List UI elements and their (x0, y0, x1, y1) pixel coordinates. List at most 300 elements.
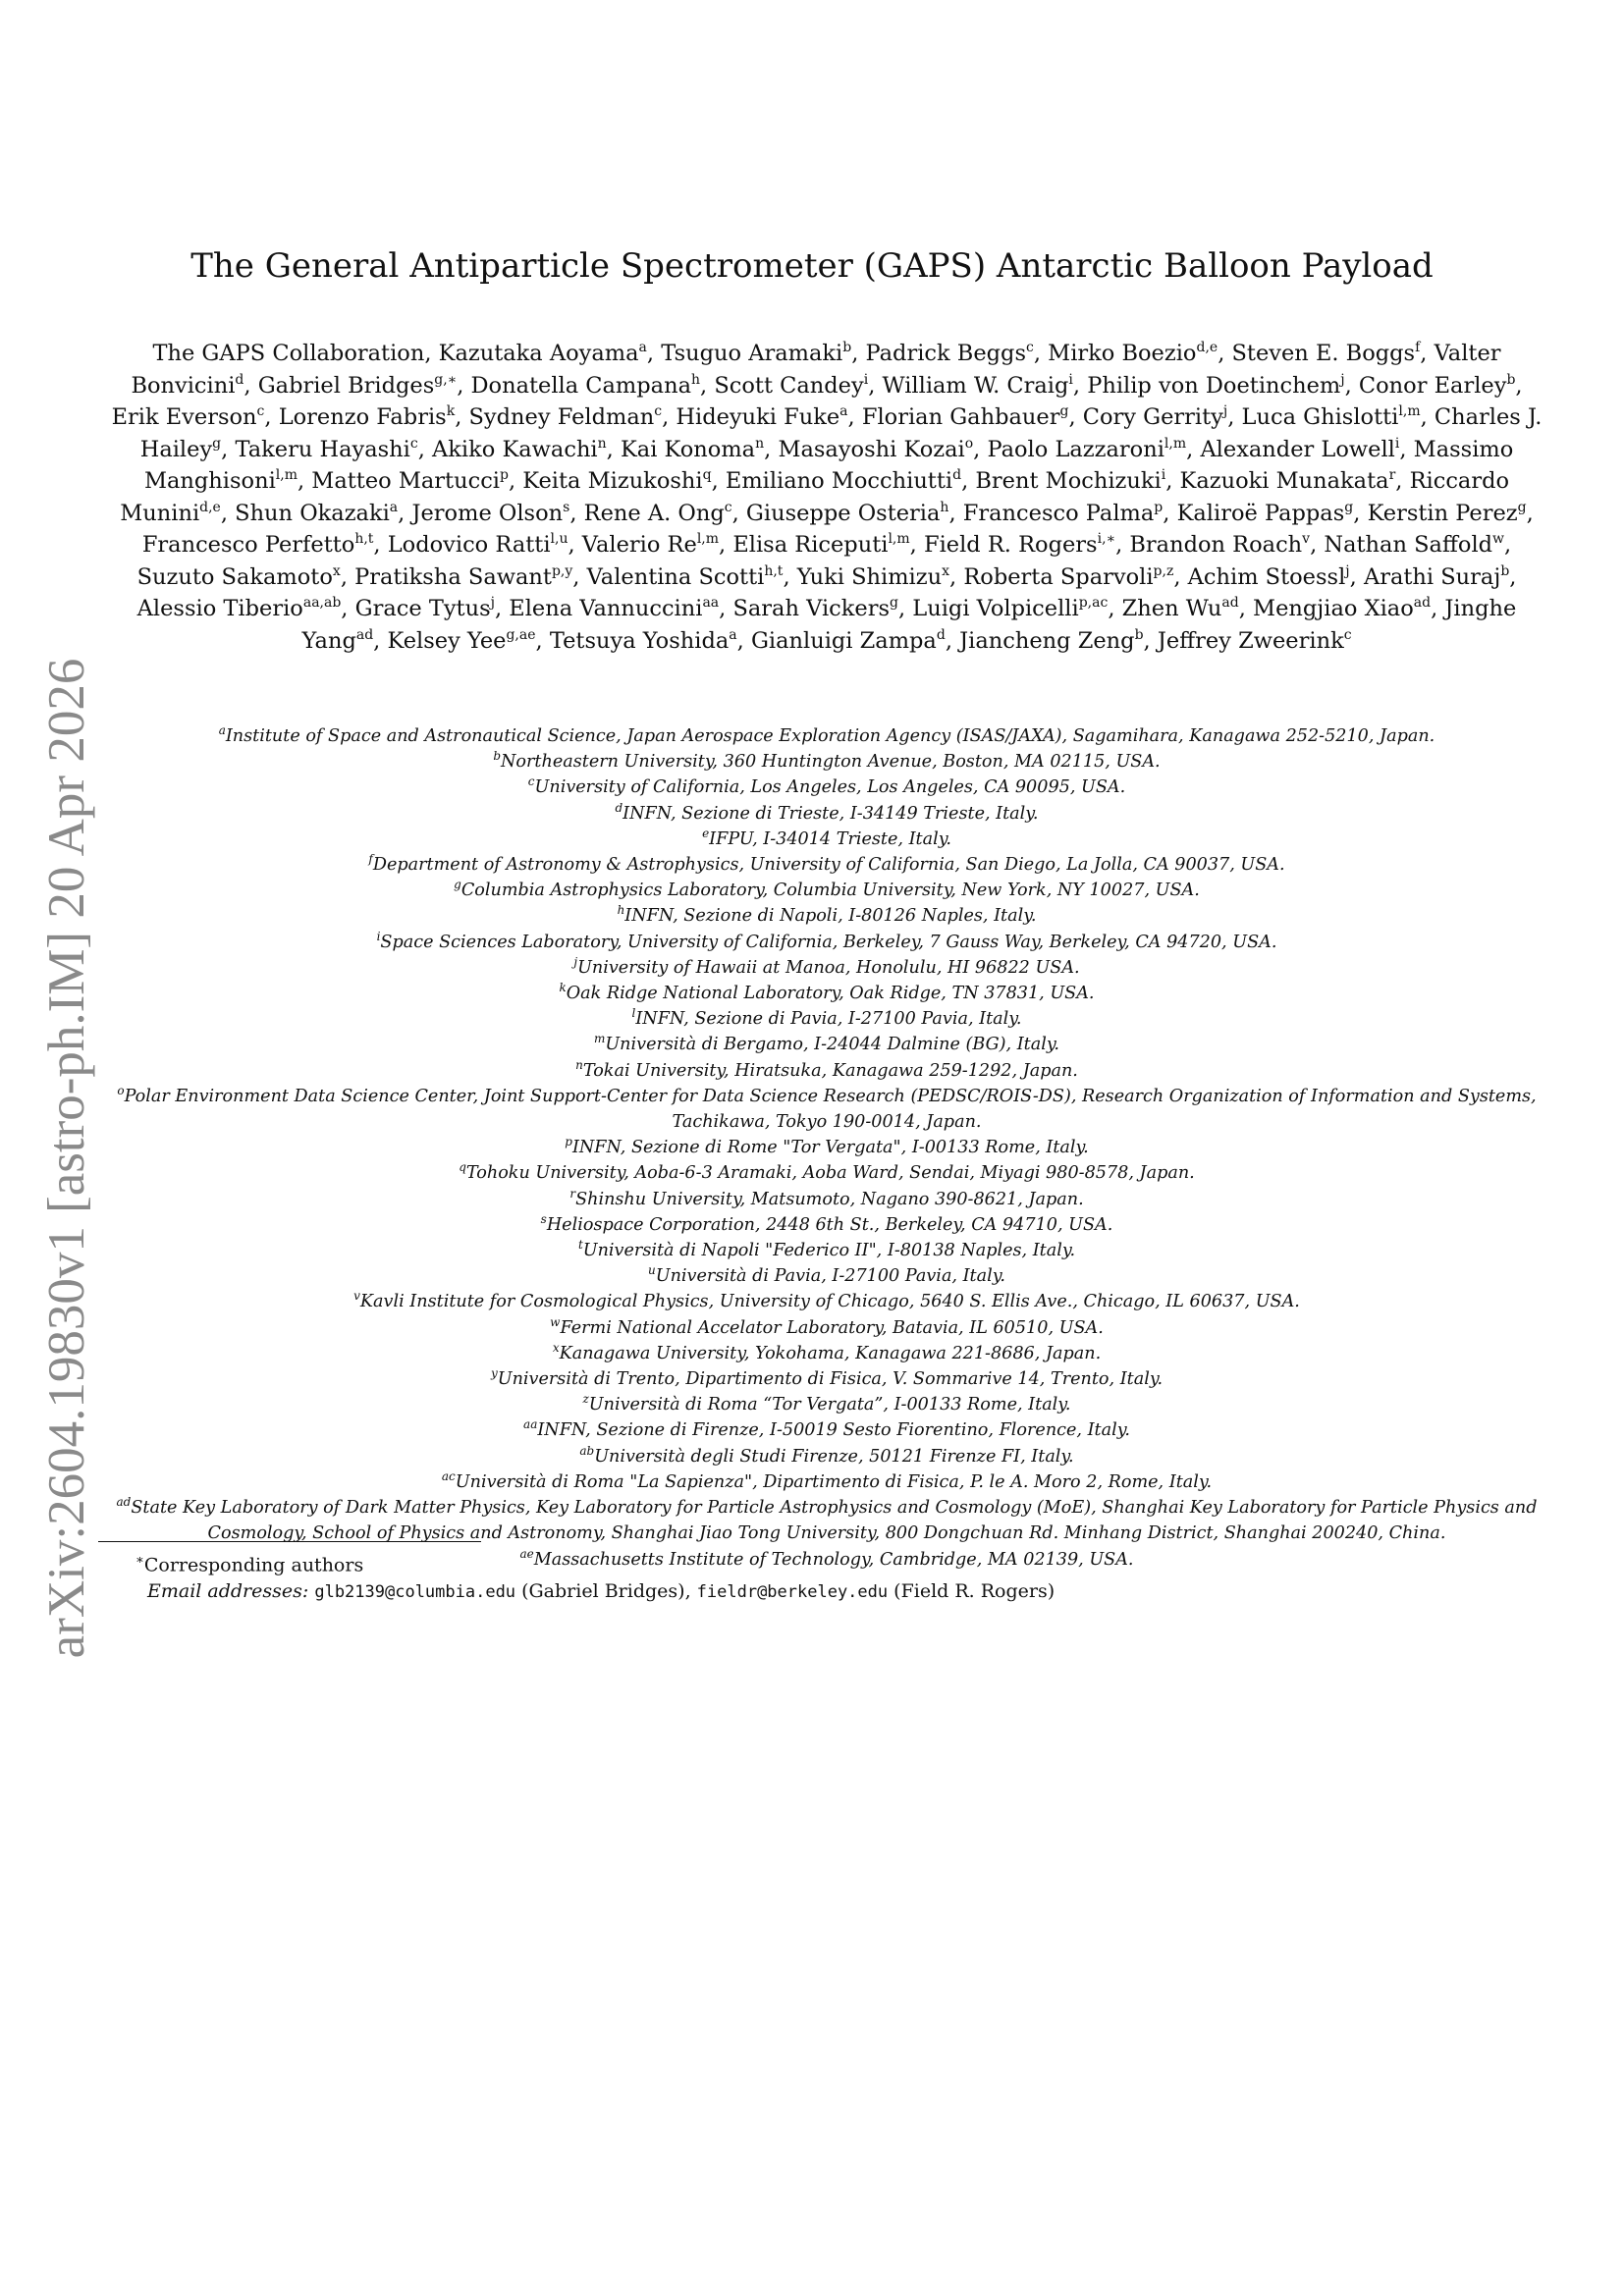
footnote-rule (98, 1541, 481, 1542)
author-affiliation-mark: p,ac (1078, 595, 1109, 611)
author-name: Gianluigi Zampa (750, 627, 937, 654)
author-affiliation-mark: g,ae (506, 626, 536, 643)
affiliation (110, 878, 1543, 903)
paper-title: The General Antiparticle Spectrometer (GAPS) Antarctic Balloon Payload (190, 246, 1434, 286)
affiliation (110, 1006, 1543, 1032)
affiliation-key: l (631, 1006, 636, 1021)
affiliation (110, 1392, 1543, 1417)
author-affiliation-mark: d (952, 467, 962, 483)
affiliation-text: Heliospace Corporation, 2448 6th St., Berkeley, CA 94710, USA. (546, 1214, 1113, 1235)
affiliation-text: Università di Roma “Tor Vergata”, I-00133 Rome, Italy. (588, 1395, 1071, 1415)
author-name: Philip von Doetinchem (1087, 372, 1341, 399)
author-affiliation-mark: j (490, 595, 495, 611)
author-name: Kelsey Yee (387, 627, 507, 654)
author (509, 596, 719, 621)
affiliation-key: y (490, 1366, 498, 1381)
author-affiliation-mark: l,m (888, 531, 910, 547)
affiliation (110, 1187, 1543, 1212)
affiliation-text: Space Sciences Laboratory, University of California, Berkeley, 7 Gauss Way, Berkeley, CA 94720, USA. (380, 932, 1277, 952)
author-affiliation-mark: ad (1413, 595, 1432, 611)
affiliation (110, 749, 1543, 774)
affiliation-text: Università degli Studi Firenze, 50121 Firenze FI, Italy. (594, 1446, 1074, 1467)
affiliation-text: Tohoku University, Aoba-6-3 Aramaki, Aoba Ward, Sendai, Miyagi 980-8578, Japan. (465, 1163, 1195, 1184)
author-name: Tetsuya Yoshida (549, 627, 730, 654)
author (355, 596, 495, 621)
author-name: Luigi Volpicelli (912, 596, 1079, 621)
author (1180, 468, 1396, 494)
affiliation-text: Northeastern University, 360 Huntington Avenue, Boston, MA 02115, USA. (501, 752, 1161, 773)
author (751, 628, 946, 654)
affiliation-text: Fermi National Accelator Laboratory, Batavia, IL 60510, USA. (560, 1317, 1104, 1338)
author-affiliation-mark: a (389, 499, 399, 515)
author-name: Padrick Beggs (865, 341, 1026, 366)
author-name: Achim Stoessl (1187, 563, 1346, 590)
author (732, 596, 898, 621)
author-affiliation-mark: b (1134, 626, 1144, 643)
author-affiliation-mark: n (755, 435, 765, 452)
author-name: Kazutaka Aoyama (438, 341, 639, 366)
affiliation (110, 1417, 1543, 1443)
author (1048, 341, 1218, 366)
author-affiliation-mark: ad (1221, 595, 1239, 611)
author-name: Kerstin Perez (1367, 500, 1518, 526)
author-name: Mirko Boezio (1048, 341, 1197, 366)
affiliation-text: University of Hawaii at Manoa, Honolulu, HI 96822 USA. (577, 957, 1080, 978)
author-name: Donatella Campana (470, 372, 691, 399)
corresponding-text: Corresponding authors (143, 1554, 364, 1576)
author-name: Shun Okazaki (235, 500, 390, 526)
author-name: Matteo Martucci (311, 468, 500, 494)
author-affiliation-mark: g (212, 435, 222, 452)
affiliation-key: b (493, 749, 502, 764)
author (1188, 564, 1350, 590)
author-affiliation-mark: p (500, 467, 509, 483)
author-name: Elisa Riceputi (732, 532, 889, 558)
author-name: Tsuguo Aramaki (661, 341, 843, 366)
affiliation-text: Columbia Astrophysics Laboratory, Columbia University, New York, NY 10027, USA. (460, 881, 1200, 901)
author-affiliation-mark: aa (702, 595, 720, 611)
author-name: Conor Earley (1358, 372, 1507, 399)
affiliation (110, 1289, 1543, 1314)
author (1129, 532, 1310, 558)
affiliation-text: Tokai University, Hiratsuka, Kanagawa 259-1292, Japan. (582, 1060, 1078, 1081)
affiliation-key: e (702, 826, 710, 840)
author (258, 373, 458, 399)
affiliation (110, 1366, 1543, 1392)
author-name: Sarah Vickers (732, 596, 890, 621)
affiliation-text: INFN, Sezione di Trieste, I-34149 Trieste, Italy. (623, 803, 1039, 824)
author-affiliation-mark: h,t (764, 562, 784, 579)
corresponding-footnote (98, 1547, 1532, 1578)
author (522, 468, 711, 494)
author-name: Scott Candey (714, 372, 864, 399)
author-name: Sydney Feldman (468, 404, 655, 430)
corresponding-mark: ∗ (135, 1553, 144, 1568)
author-name: Nathan Saffold (1324, 532, 1493, 558)
affiliation (110, 1495, 1543, 1546)
author-affiliation-mark: l,m (696, 531, 720, 547)
affiliation (110, 827, 1543, 852)
affiliation-text: Università di Roma "La Sapienza", Dipartimento di Fisica, P. le A. Moro 2, Rome, Italy. (455, 1471, 1213, 1492)
affiliation-text: Institute of Space and Astronautical Science, Japan Aerospace Exploration Agency (ISAS/JAXA), Sagamihara, Kanagawa 252-5210, Japan. (225, 726, 1435, 746)
affiliation-text: Università di Trento, Dipartimento di Fisica, V. Sommarive 14, Trento, Italy. (497, 1369, 1164, 1390)
affiliation-key: p (565, 1135, 572, 1149)
affiliation-list (110, 723, 1543, 1576)
author-name: Alessio Tiberio (136, 596, 303, 621)
author (1122, 596, 1239, 621)
author (112, 404, 265, 430)
affiliation-key: q (459, 1160, 466, 1175)
author-name: Masayoshi Kozai (778, 436, 965, 462)
email-link[interactable]: fieldr@berkeley.edu (696, 1582, 889, 1603)
author-affiliation-mark: d,e (199, 499, 221, 515)
author-name: Suzuto Sakamoto (136, 563, 333, 590)
affiliation (110, 955, 1543, 981)
affiliation-key: ac (441, 1468, 456, 1483)
author-list: The GAPS Collaboration, Kazutaka Aoyama$^a$, Tsuguo Aramaki$^b$, Padrick Beggs$^c$, Mirko Boezio$^{d,e}$, Steven E. Boggs$^f$, Valter Bonvicini$^d$, Gabriel Bridges$^{g,∗}$, Donatella Campana$^h$, Scott Candey$^i$, William W. Craig$^i$, Philip von Doetinchem$^j$, Conor Earley$^b$, Erik Everson$^c$, Lorenzo Fabris$^k$, Sydney Feldman$^c$, Hideyuki Fuke$^a$, Florian Gahbauer$^g$, Cory Gerrity$^j$, Luca Ghislotti$^{l,m}$, Charles J. Hailey$^g$, Takeru Hayashi$^c$, Akiko Kawachi$^n$, Kai Konoma$^n$, Masayoshi Kozai$^o$, Paolo Lazzaroni$^{l,m}$, Alexander Lowell$^i$, Massimo Manghisoni$^{l,m}$, Matteo Martucci$^p$, Keita Mizukoshi$^q$, Emiliano Mocchiutti$^d$, Brent Mochizuki$^i$, Kazuoki Munakata$^r$, Riccardo Munini$^{d,e}$, Shun Okazaki$^a$, Jerome Olson$^s$, Rene A. Ong$^c$, Giuseppe Osteria$^h$, Francesco Palma$^p$, Kaliroë Pappas$^g$, Kerstin Perez$^g$, Francesco Perfetto$^{h,t}$, Lodovico Ratti$^{l,u}$, Valerio Re$^{l,m}$, Elisa Riceputi$^{l,m}$, Field R. Rogers$^{i,∗}$, Brandon Roach$^v$, Nathan Saffold$^w$, Suzuto Sakamoto$^x$, Pratiksha Sawant$^{p,y}$, Valentina Scotti$^{h,t}$, Yuki Shimizu$^x$, Roberta Sparvoli$^{p,z}$, Achim Stoessl$^j$, Arathi Suraj$^b$, Alessio Tiberio$^{aa,ab}$, Grace Tytus$^j$, Elena Vannuccini$^{aa}$, Sarah Vickers$^g$, Luigi Volpicelli$^{p,ac}$, Zhen $Wu^{ad}$, Mengjiao Xiao$^{ad}$, Jinghe Yang$^{ad}$, Kelsey Yee$^{g,ae}$, Tetsuya Yoshida$^a$, Gianluigi Zampa$^d$, Jiancheng Zeng$^b$, Jeffrey Zweerink$^c$ (111, 340, 1543, 654)
author-name: Jiancheng Zeng (959, 627, 1135, 654)
affiliation-key: z (582, 1392, 589, 1407)
author (1177, 501, 1354, 526)
author-name: Pratiksha Sawant (354, 563, 552, 590)
affiliation (110, 1341, 1543, 1366)
author-affiliation-mark: a (729, 626, 737, 643)
author-name: Brandon Roach (1129, 532, 1303, 558)
affiliation (110, 1032, 1543, 1057)
author (862, 404, 1069, 430)
email-owner: (Field R. Rogers) (893, 1580, 1056, 1603)
affiliation-text: Shinshu University, Matsumoto, Nagano 390-8621, Japan. (575, 1189, 1084, 1209)
author (1232, 341, 1421, 366)
affiliation-key: s (540, 1211, 547, 1226)
author (746, 501, 949, 526)
author (661, 341, 851, 366)
author-name: Kai Konoma (620, 436, 756, 462)
author-name: Field R. Rogers (923, 532, 1098, 558)
author-name: Francesco Perfetto (141, 532, 355, 558)
author-name: Jinghe Yang (301, 596, 1517, 654)
affiliation (110, 1135, 1543, 1160)
author-affiliation-mark: i,∗ (1097, 531, 1116, 547)
affiliation-key: d (615, 800, 623, 815)
affiliation-text: Department of Astronomy & Astrophysics, University of California, San Diego, La Jolla, CA 90037, USA. (372, 855, 1285, 876)
author-affiliation-mark: p,y (551, 562, 573, 579)
affiliation (110, 1058, 1543, 1084)
author (732, 532, 909, 558)
affiliation-key: j (573, 954, 578, 969)
affiliation (110, 1263, 1543, 1289)
author-name: Francesco Palma (962, 500, 1155, 526)
author-name: Yuki Shimizu (796, 563, 943, 590)
affiliation-text: INFN, Sezione di Firenze, I-50019 Sesto Fiorentino, Florence, Italy. (537, 1420, 1130, 1441)
author-name: Brent Mochizuki (975, 468, 1162, 494)
affiliation-text: INFN, Sezione di Pavia, I-27100 Pavia, Italy. (635, 1009, 1022, 1030)
author-name: Gabriel Bridges (257, 372, 435, 399)
affiliation-text: Polar Environment Data Science Center, Joint Support-Center for Data Science Research (PEDSC/ROIS-DS), Research Organization of Information and Systems, Tachikawa, Tokyo 190-0014, Japan. (124, 1086, 1537, 1133)
author (354, 564, 572, 590)
affiliation (110, 930, 1543, 955)
author-name: Lodovico Ratti (387, 532, 551, 558)
author-name: Paolo Lazzaroni (987, 436, 1164, 462)
author-affiliation-mark: g (890, 595, 898, 611)
author-affiliation-mark: j (1345, 562, 1350, 579)
email-footnote (98, 1578, 1532, 1606)
affiliation-text: Università di Bergamo, I-24044 Dalmine (BG), Italy. (605, 1035, 1060, 1055)
author-affiliation-mark: aa,ab (302, 595, 342, 611)
affiliation (110, 1212, 1543, 1238)
author (584, 501, 732, 526)
affiliation (110, 1160, 1543, 1186)
author-affiliation-mark: a (638, 340, 647, 355)
author-affiliation-mark: v (1302, 531, 1311, 547)
author (1083, 404, 1227, 430)
author-affiliation-mark: g (1344, 499, 1354, 515)
author-affiliation-mark: i (1068, 371, 1073, 388)
author-affiliation-mark: a (839, 403, 848, 419)
author-name: Valerio Re (581, 532, 697, 558)
author-name: Mengjiao Xiao (1253, 596, 1414, 621)
author (987, 437, 1186, 462)
author (883, 373, 1073, 399)
author-name: Emiliano Mocchiutti (725, 468, 953, 494)
author-name: Cory Gerrity (1082, 404, 1223, 430)
affiliation-text: University of California, Los Angeles, Los Angeles, CA 90095, USA. (534, 777, 1126, 798)
author-affiliation-mark: l,u (550, 531, 568, 547)
author-name: Erik Everson (111, 404, 257, 430)
affiliation (110, 1084, 1543, 1135)
author-name: Massimo Manghisoni (143, 436, 1514, 494)
author (471, 373, 701, 399)
author-affiliation-mark: g (1059, 403, 1069, 419)
author (975, 468, 1165, 494)
author-name: Hideyuki Fuke (676, 404, 840, 430)
affiliation-key: t (577, 1238, 583, 1253)
affiliation-text: INFN, Sezione di Napoli, I-80126 Naples, Italy. (624, 906, 1037, 927)
affiliation (110, 852, 1543, 878)
author-affiliation-mark: l,m (1398, 403, 1421, 419)
affiliation-key: o (117, 1083, 125, 1097)
author (1200, 437, 1399, 462)
author (866, 341, 1034, 366)
author-affiliation-mark: o (964, 435, 974, 452)
affiliation-text: IFPU, I-34014 Trieste, Italy. (709, 828, 951, 849)
author-name: Riccardo Munini (120, 468, 1510, 526)
author-name: Valentina Scotti (586, 563, 765, 590)
author-affiliation-mark: j (1340, 371, 1345, 388)
author-affiliation-mark: s (563, 499, 570, 515)
author-affiliation-mark: r (1388, 467, 1396, 483)
author-affiliation-mark: h (940, 499, 949, 515)
affiliation-text: Kanagawa University, Yokohama, Kanagawa 221-8686, Japan. (559, 1343, 1102, 1363)
affiliation-text: Kavli Institute for Cosmological Physics, University of Chicago, 5640 S. Ellis Ave., Chicago, IL 60637, USA. (359, 1292, 1300, 1312)
author (582, 532, 719, 558)
affiliation-key: h (617, 903, 625, 918)
author-affiliation-mark: i (1161, 467, 1166, 483)
author-affiliation-mark: d (936, 626, 946, 643)
author (1364, 564, 1509, 590)
author (778, 437, 973, 462)
author-name: Jerome Olson (411, 500, 564, 526)
author-name: Roberta Sparvoli (963, 563, 1154, 590)
affiliation-key: g (454, 878, 461, 892)
author (235, 501, 398, 526)
author-name: Alexander Lowell (1200, 436, 1395, 462)
author (1359, 373, 1516, 399)
affiliation (110, 903, 1543, 929)
author (411, 501, 569, 526)
author-name: Keita Mizukoshi (522, 468, 703, 494)
author-name: Kaliroë Pappas (1176, 500, 1345, 526)
affiliation (110, 801, 1543, 827)
author (797, 564, 949, 590)
affiliation-key: r (569, 1186, 576, 1201)
author-name: Kazuoki Munakata (1179, 468, 1389, 494)
author-name: Lorenzo Fabris (278, 404, 447, 430)
author-name: Akiko Kawachi (432, 436, 598, 462)
author-name: Valter Bonvicini (131, 341, 1501, 399)
affiliation-key: v (353, 1289, 360, 1304)
author (963, 501, 1164, 526)
affiliation (110, 774, 1543, 800)
author (152, 341, 424, 366)
affiliation-key: a (218, 723, 226, 737)
affiliation-key: i (376, 929, 381, 943)
author-affiliation-mark: i (863, 371, 869, 388)
affiliation-key: ab (579, 1443, 595, 1458)
author (1368, 501, 1527, 526)
affiliation-key: ae (519, 1546, 534, 1561)
author-affiliation-mark: c (256, 403, 265, 419)
author-name: Charles J. Hailey (139, 404, 1543, 462)
author (963, 564, 1173, 590)
affiliation (110, 1469, 1543, 1495)
author-name: Arathi Suraj (1363, 563, 1501, 590)
author-affiliation-mark: g,∗ (434, 371, 458, 388)
affiliation-key: m (593, 1032, 606, 1046)
author-affiliation-mark: l,m (275, 467, 298, 483)
author-affiliation-mark: c (654, 403, 663, 419)
author-affiliation-mark: c (724, 499, 732, 515)
author (1324, 532, 1504, 558)
author-affiliation-mark: i (1394, 435, 1400, 452)
affiliation (110, 1238, 1543, 1263)
author-affiliation-mark: g (1517, 499, 1527, 515)
affiliation-key: c (527, 774, 535, 789)
affiliation-key: ad (116, 1495, 132, 1510)
author-name: Florian Gahbauer (861, 404, 1060, 430)
author-name: Jeffrey Zweerink (1157, 627, 1344, 654)
author-name: Takeru Hayashi (235, 436, 410, 462)
author (311, 468, 509, 494)
author-affiliation-mark: h (691, 371, 701, 388)
author (137, 596, 342, 621)
affiliation-key: n (575, 1057, 583, 1072)
author-affiliation-mark: c (409, 435, 418, 452)
author-affiliation-mark: x (942, 562, 950, 579)
author-affiliation-mark: d (235, 371, 244, 388)
author-affiliation-mark: p (1154, 499, 1164, 515)
author-name: Giuseppe Osteria (745, 500, 941, 526)
author-affiliation-mark: k (446, 403, 456, 419)
author-affiliation-mark: f (1415, 340, 1421, 355)
author (279, 404, 456, 430)
author-affiliation-mark: ad (355, 626, 374, 643)
affiliation (110, 723, 1543, 749)
affiliation-text: Università di Napoli "Federico II", I-80138 Naples, Italy. (582, 1241, 1076, 1261)
author (142, 532, 374, 558)
author-name: Luca Ghislotti (1241, 404, 1399, 430)
author-name: Steven E. Boggs (1231, 341, 1416, 366)
author (959, 628, 1143, 654)
author-affiliation-mark: b (842, 340, 852, 355)
footnotes (98, 1547, 1532, 1606)
affiliation (110, 1315, 1543, 1341)
affiliation (110, 1444, 1543, 1469)
affiliation-text: INFN, Sezione di Rome "Tor Vergata", I-00133 Rome, Italy. (571, 1138, 1089, 1158)
author-affiliation-mark: j (1222, 403, 1228, 419)
author (137, 564, 341, 590)
email-label: Email addresses: (147, 1580, 309, 1603)
author (714, 373, 868, 399)
affiliation-key: w (550, 1314, 561, 1329)
affiliation-key: f (368, 852, 373, 867)
author-name: Zhen Wu (1121, 596, 1222, 621)
author-affiliation-mark: b (1506, 371, 1516, 388)
author (432, 437, 607, 462)
author-affiliation-mark: n (597, 435, 607, 452)
author-affiliation-mark: c (1343, 626, 1352, 643)
author-affiliation-mark: h,t (354, 531, 374, 547)
author-affiliation-mark: p,z (1153, 562, 1174, 579)
author (469, 404, 663, 430)
author (726, 468, 961, 494)
affiliation-text: Massachusetts Institute of Technology, Cambridge, MA 02139, USA. (533, 1549, 1134, 1570)
affiliation-key: aa (523, 1417, 538, 1432)
author-affiliation-mark: b (1500, 562, 1510, 579)
author (1242, 404, 1421, 430)
email-separator: , (684, 1580, 691, 1603)
author-name: The GAPS Collaboration (152, 341, 425, 366)
affiliation (110, 981, 1543, 1006)
author-affiliation-mark: d,e (1196, 340, 1218, 355)
author-name: Grace Tytus (354, 596, 491, 621)
affiliation-key: k (559, 981, 567, 995)
author (587, 564, 784, 590)
author (387, 628, 535, 654)
email-owner: (Gabriel Bridges) (521, 1580, 685, 1603)
author-name: William W. Craig (882, 372, 1069, 399)
arxiv-identifier: arXiv:2604.19830v1 [astro-ph.IM] 20 Apr 2026 (38, 658, 95, 1659)
author (1158, 628, 1352, 654)
author-affiliation-mark: w (1492, 531, 1505, 547)
affiliation-text: Oak Ridge National Laboratory, Oak Ridge, TN 37831, USA. (566, 984, 1095, 1004)
author (235, 437, 417, 462)
author (924, 532, 1115, 558)
author-name: Rene A. Ong (583, 500, 725, 526)
author-affiliation-mark: c (1026, 340, 1034, 355)
author (1087, 373, 1344, 399)
author (439, 341, 647, 366)
author-name: Elena Vannuccini (509, 596, 703, 621)
author (1253, 596, 1431, 621)
author (550, 628, 737, 654)
author (621, 437, 764, 462)
email-link[interactable]: glb2139@columbia.edu (314, 1582, 516, 1603)
affiliation-key: u (648, 1263, 656, 1278)
affiliation-text: Università di Pavia, I-27100 Pavia, Italy. (655, 1266, 1005, 1287)
author (912, 596, 1108, 621)
author (676, 404, 847, 430)
